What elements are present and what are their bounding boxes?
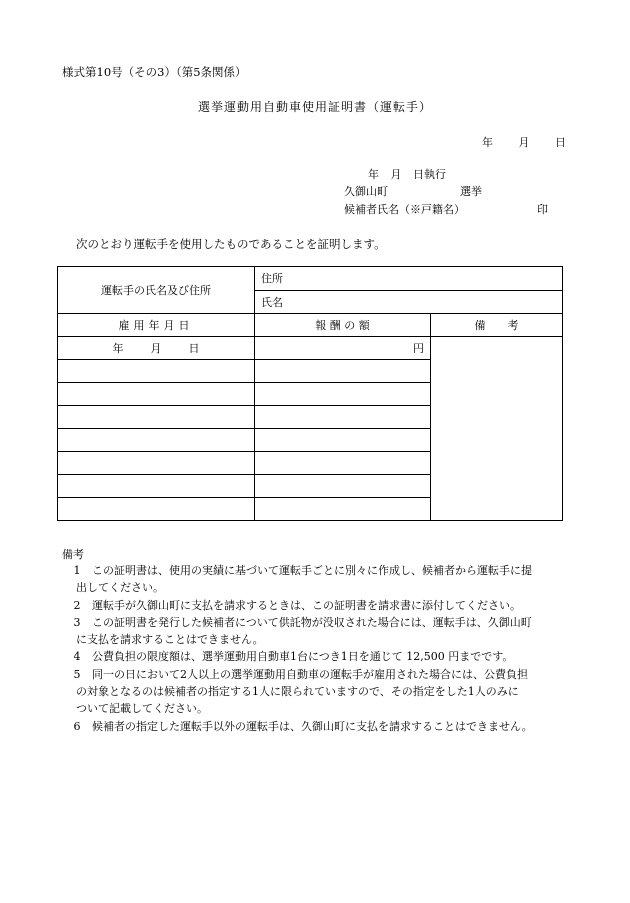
hire-date-cell[interactable]	[58, 498, 255, 521]
note-number: 4	[73, 650, 81, 664]
note-item	[62, 597, 572, 614]
note-text: 同一の日において2人以上の選挙運動用自動車の運転手が雇用された場合には、公費負担	[92, 667, 528, 681]
row-month: 月	[150, 342, 162, 355]
date-year: 年	[482, 136, 493, 149]
note-text-cont: に支払を請求することはできません。	[76, 633, 264, 647]
notes-list	[62, 562, 572, 735]
table-header-row	[58, 314, 563, 337]
col-remarks: 備 考	[431, 314, 563, 337]
exec-month: 月	[390, 168, 402, 181]
town-name: 久御山町	[344, 185, 388, 198]
town-election-line	[344, 183, 482, 199]
row-year: 年	[112, 342, 124, 355]
hire-date-cell[interactable]	[58, 337, 255, 360]
driver-label: 運転手の氏名及び住所	[58, 267, 255, 314]
note-text: この証明書は、使用の実績に基づいて運転手ごとに別々に作成し、候補者から運転手に提	[92, 564, 532, 577]
candidate-label: 候補者氏名（※戸籍名）	[344, 203, 465, 216]
seal-mark: 印	[537, 203, 548, 216]
amount-cell[interactable]	[255, 406, 431, 429]
hire-date-cell[interactable]	[58, 406, 255, 429]
table-row	[58, 337, 563, 360]
exec-year: 年	[368, 168, 379, 181]
certification-statement: 次のとおり運転手を使用したものであることを証明します。	[76, 237, 386, 251]
amount-cell[interactable]	[255, 498, 431, 521]
note-text: この証明書を発行した候補者について供託物が没収された場合には、運転手は、久御山町	[92, 615, 532, 629]
hire-date-cell[interactable]	[58, 383, 255, 406]
note-item	[62, 648, 572, 665]
notes-heading: 備考	[62, 548, 84, 561]
execution-date	[368, 166, 446, 182]
note-item	[62, 614, 572, 649]
table-row	[58, 267, 563, 291]
date-month: 月	[518, 136, 530, 149]
note-number: 5	[73, 667, 81, 681]
note-text: 運転手が久御山町に支払を請求するときは、この証明書を請求書に添付してください。	[92, 598, 521, 612]
note-number: 1	[73, 564, 81, 577]
amount-cell[interactable]	[255, 452, 431, 475]
note-item	[62, 718, 572, 735]
form-number: 様式第10号（その3）（第5条関係）	[62, 65, 247, 79]
note-number: 2	[73, 598, 81, 612]
note-item	[62, 666, 572, 718]
note-number: 6	[73, 719, 81, 733]
exec-day: 日執行	[413, 168, 446, 181]
note-text-cont: 出してください。	[76, 581, 164, 595]
candidate-line	[344, 201, 548, 217]
address-field[interactable]: 住所	[255, 267, 563, 291]
issue-date	[482, 134, 566, 150]
col-amount: 報 酬 の 額	[255, 314, 431, 337]
note-item	[62, 562, 572, 597]
name-field[interactable]: 氏名	[255, 290, 563, 314]
amount-cell[interactable]	[255, 429, 431, 452]
amount-cell[interactable]	[255, 475, 431, 498]
amount-cell[interactable]: 円	[255, 337, 431, 360]
note-text-cont: ついて記載してください。	[76, 702, 208, 716]
amount-cell[interactable]	[255, 383, 431, 406]
date-day: 日	[555, 136, 566, 149]
note-text: 公費負担の限度額は、選挙運動用自動車1台につき1日を通じて 12,500 円までです。	[92, 650, 514, 664]
hire-date-cell[interactable]	[58, 360, 255, 383]
hire-date-cell[interactable]	[58, 429, 255, 452]
remarks-cell[interactable]	[431, 337, 563, 521]
note-text-cont: の対象となるのは候補者の指定する1人に限られていますので、その指定をした1人のみに	[76, 685, 519, 699]
row-day: 日	[188, 342, 200, 355]
note-number: 3	[73, 615, 81, 629]
certification-table	[57, 266, 563, 521]
document-title: 選挙運動用自動車使用証明書（運転手）	[197, 100, 432, 114]
col-hire-date: 雇用年月日	[58, 314, 255, 337]
note-text: 候補者の指定した運転手以外の運転手は、久御山町に支払を請求することはできません。	[92, 719, 533, 733]
election-label: 選挙	[460, 185, 482, 198]
hire-date-cell[interactable]	[58, 452, 255, 475]
amount-cell[interactable]	[255, 360, 431, 383]
hire-date-cell[interactable]	[58, 475, 255, 498]
